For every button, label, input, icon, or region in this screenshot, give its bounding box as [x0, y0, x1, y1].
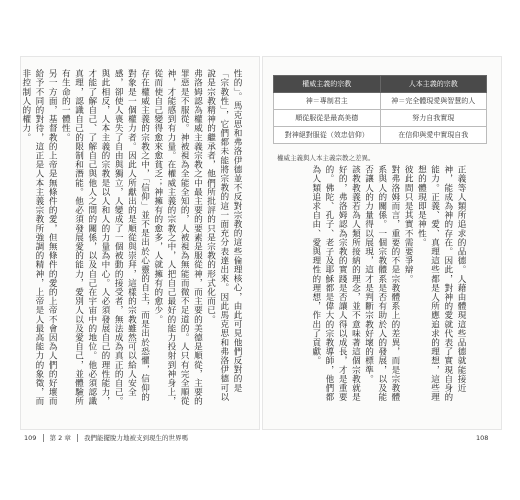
chapter-label: 第 2 章: [49, 434, 71, 442]
right-page-footer: [476, 434, 488, 442]
table-header-authoritarian: 權威主義的宗教: [274, 76, 381, 93]
table-cell: 對神絕對服從（效忠信仰）: [274, 127, 381, 144]
left-page: [20, 56, 260, 430]
table-cell: 在信仰與愛中實現自我: [380, 127, 487, 144]
left-paragraph-3: 存在權威主義的宗教之中，「信仰」並不是出於心靈的自主，而是出於恐懼，信仰的對象是一個權力者。因此人所獻出的是順從與崇拜，這樣的宗教雖然可以給人安全感，卻使人喪失了自由與獨立，人變成了一個被動的接受者，無法成為真正的自己。: [113, 69, 150, 406]
chapter-title: 我們能擺脫力地被支到現生的世界嗎: [84, 434, 189, 442]
table-caption: 權威主義與人本主義宗教之差異。: [277, 154, 375, 162]
right-page-body: [271, 165, 467, 409]
table-row: [274, 110, 487, 127]
table-row: [274, 127, 487, 144]
footer-divider: [77, 434, 78, 442]
comparison-table: [273, 75, 487, 143]
right-paragraph-1: 正義等人類所追求的品德。人藉由體現這些品德就能接近神，能成為神的存在。因此，對神的愛就代表了實現自身的能力。正義、愛、真理這些都是人所應追求的理想，這些理想的體現即是神性。: [416, 165, 466, 402]
table-cell: 順從服從是最高美德: [274, 110, 381, 127]
left-page-number: 109: [24, 434, 37, 442]
left-paragraph-5: 另一方面，基督教的上帝是無條件的愛，但無條件的愛的上帝不會因為人們的好壞而給予不同的對待，這正是人本主義宗教所強調的精神，上帝是人最高能力的象徵，而非控制人的權力。: [20, 69, 58, 406]
table-cell: 神＝專制君主: [274, 93, 381, 110]
religion-comparison-table: [273, 75, 487, 144]
table-cell: 神＝完全體現愛與智慧的人: [380, 93, 487, 110]
table-cell: 努力自我實現: [380, 110, 487, 127]
table-header-row: [274, 76, 487, 93]
left-paragraph-2: 弗洛姆認為權威主義宗教之中最主要的要素是服從神，而主要的美德是順從，主要的罪惡是不服從。神被視為全能全知的，人被視為無能而微不足道的。人只有完全順從神，才能感到有力量。在權威主義的宗教之中，人把自己最好的能力投射到神身上，從而使自己變得愈來愈貧乏；神擁有的愈多，人就擁有的愈少。: [152, 69, 203, 406]
right-paragraph-3: 對弗洛姆而言，重要的不是宗教體系上的差異，而是宗教體系與人的關係。一個宗教體系是否有助於人的發展，以及能否讓人的力量得以展現，這才是判斷宗教好壞的標準。: [363, 165, 400, 402]
left-paragraph-1: 性的」。馬克思和弗洛伊德並不反對宗教的這些倫理核心，由此可見他們反對的是「宗教性」，它們都未能將宗教的這一面充分表達出來。因此馬克思和弗洛伊德可以說是宗教精神的繼承者，他們所批評的只是宗教的形式化而已。: [205, 69, 242, 402]
left-page-footer: [24, 433, 188, 442]
right-page: [262, 56, 502, 430]
table-row: [274, 93, 487, 110]
footer-divider: [43, 434, 44, 442]
right-paragraph-4: 該教教義若為人類所接納的理念，並不意味著這個宗教就是好的，弗洛姆認為宗教的實踐是否讓人得以成長，才是重要的。佛陀、孔子、老子及耶穌都是偉大的宗教導師，他們都為人類追求自由、愛與理性的理想，作出了貢獻。: [310, 165, 361, 402]
left-paragraph-4: 與此相反，人本主義的宗教是以人和人的力量為中心。人必須發展自己的理性能力，才能了解自己、了解自己與他人之間的關係，以及自己在宇宙中的地位。他必須認識真理，認識自己的限制和潛能。他必須發展愛的能力，愛別人以及愛自己，並體驗所有生命的一體性。: [60, 69, 110, 406]
right-page-number: 108: [476, 434, 489, 442]
left-page-body: [20, 69, 243, 409]
right-paragraph-2: 彼此間只是其實不需要爭辯。: [403, 165, 414, 284]
table-header-humanistic: 人本主義的宗教: [380, 76, 487, 93]
